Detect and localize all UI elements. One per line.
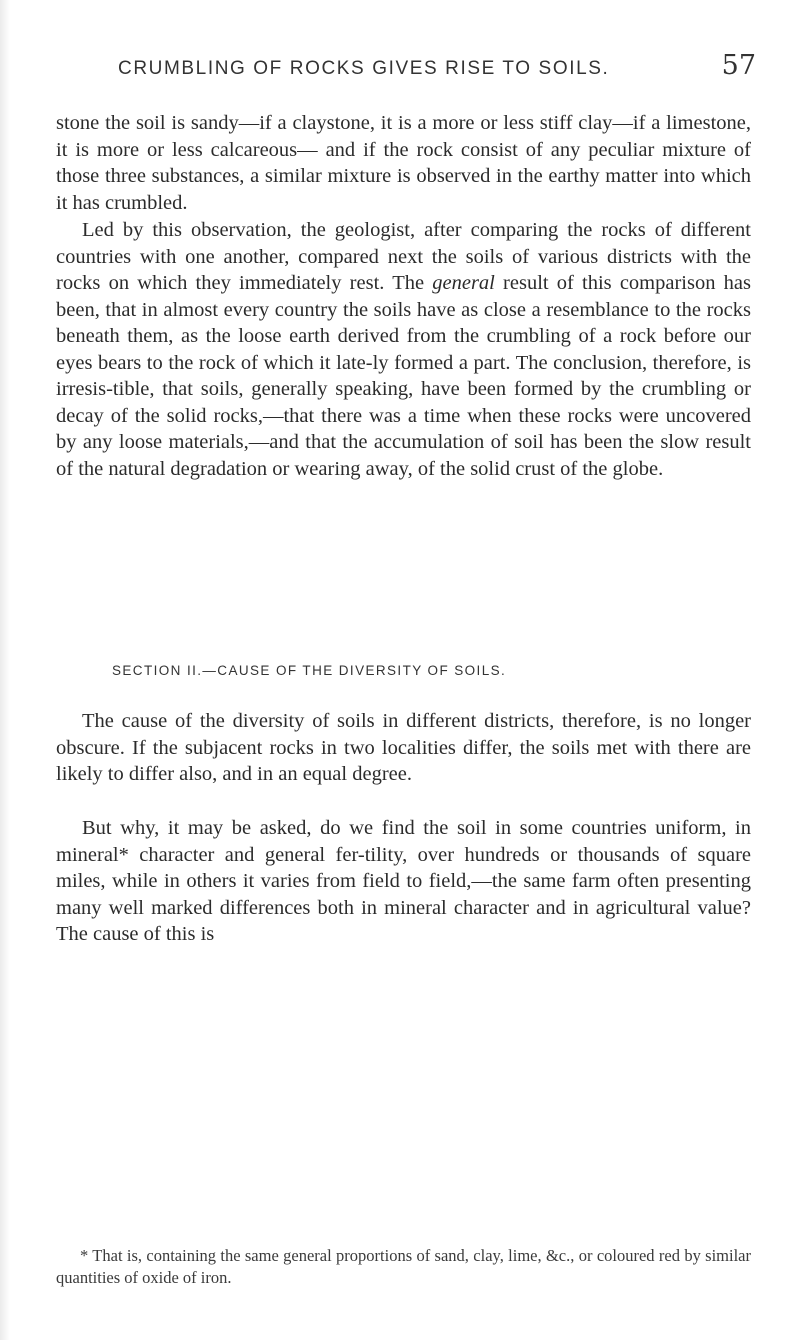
footnote: * That is, containing the same general proportions of sand, clay, lime, &c., or coloured red by similar quantities of oxide of iron. — [56, 1246, 751, 1287]
paragraph-2-text — [56, 217, 751, 482]
emphasis-general: general — [432, 272, 495, 294]
page-edge-shadow — [0, 0, 10, 1340]
paragraph-cause — [56, 708, 751, 788]
paragraph-2-part-b: result of this comparison has been, that in almost every country the soils have as close a resemblance to the rocks beneath them, as the loose earth derived from the crumbling of a rock before our eyes bears to the rock of which it late-ly formed a part. The conclusion, therefore, is irresis-tible, that soils, generally speaking, have been formed by the crumbling or decay of the solid rocks,—that there was a time when these rocks were uncovered by any loose materials,—and that the accumulation of soil has been the slow result of the natural degradation or wearing away, of the solid crust of the globe. — [56, 272, 751, 480]
paragraph-2-part-a: Led by this observation, the geologist, after comparing the rocks of different countries with one another, compared next the soils of various districts with the rocks on which they immediately rest. The — [56, 219, 751, 294]
paragraph-3-text: The cause of the diversity of soils in different districts, therefore, is no longer obscure. If the subjacent rocks in two localities differ, the soils met with there are likely to differ also, and in an equal degree. — [56, 710, 751, 785]
section-heading: SECTION II.—CAUSE OF THE DIVERSITY OF SOILS. — [112, 663, 507, 678]
paragraph-1-text: stone the soil is sandy—if a claystone, it is a more or less stiff clay—if a limestone, it is more or less calcareous— and if the rock consist of any peculiar mixture of those three substances, a similar mixture is observed in the earthy matter into which it has crumbled. — [56, 112, 751, 214]
paragraph-continuation — [56, 110, 751, 216]
running-head-title: CRUMBLING OF ROCKS GIVES RISE TO SOILS. — [118, 58, 610, 79]
paragraph-observation — [56, 217, 751, 482]
paragraph-question — [56, 815, 751, 948]
page-number: 57 — [721, 50, 756, 81]
paragraph-4-text: But why, it may be asked, do we find the soil in some countries uniform, in mineral* character and general fer-tility, over hundreds or thousands of square miles, while in others it varies from field to field,—the same farm often presenting many well marked differences both in mineral character and in agricultural value? The cause of this is — [56, 817, 751, 945]
